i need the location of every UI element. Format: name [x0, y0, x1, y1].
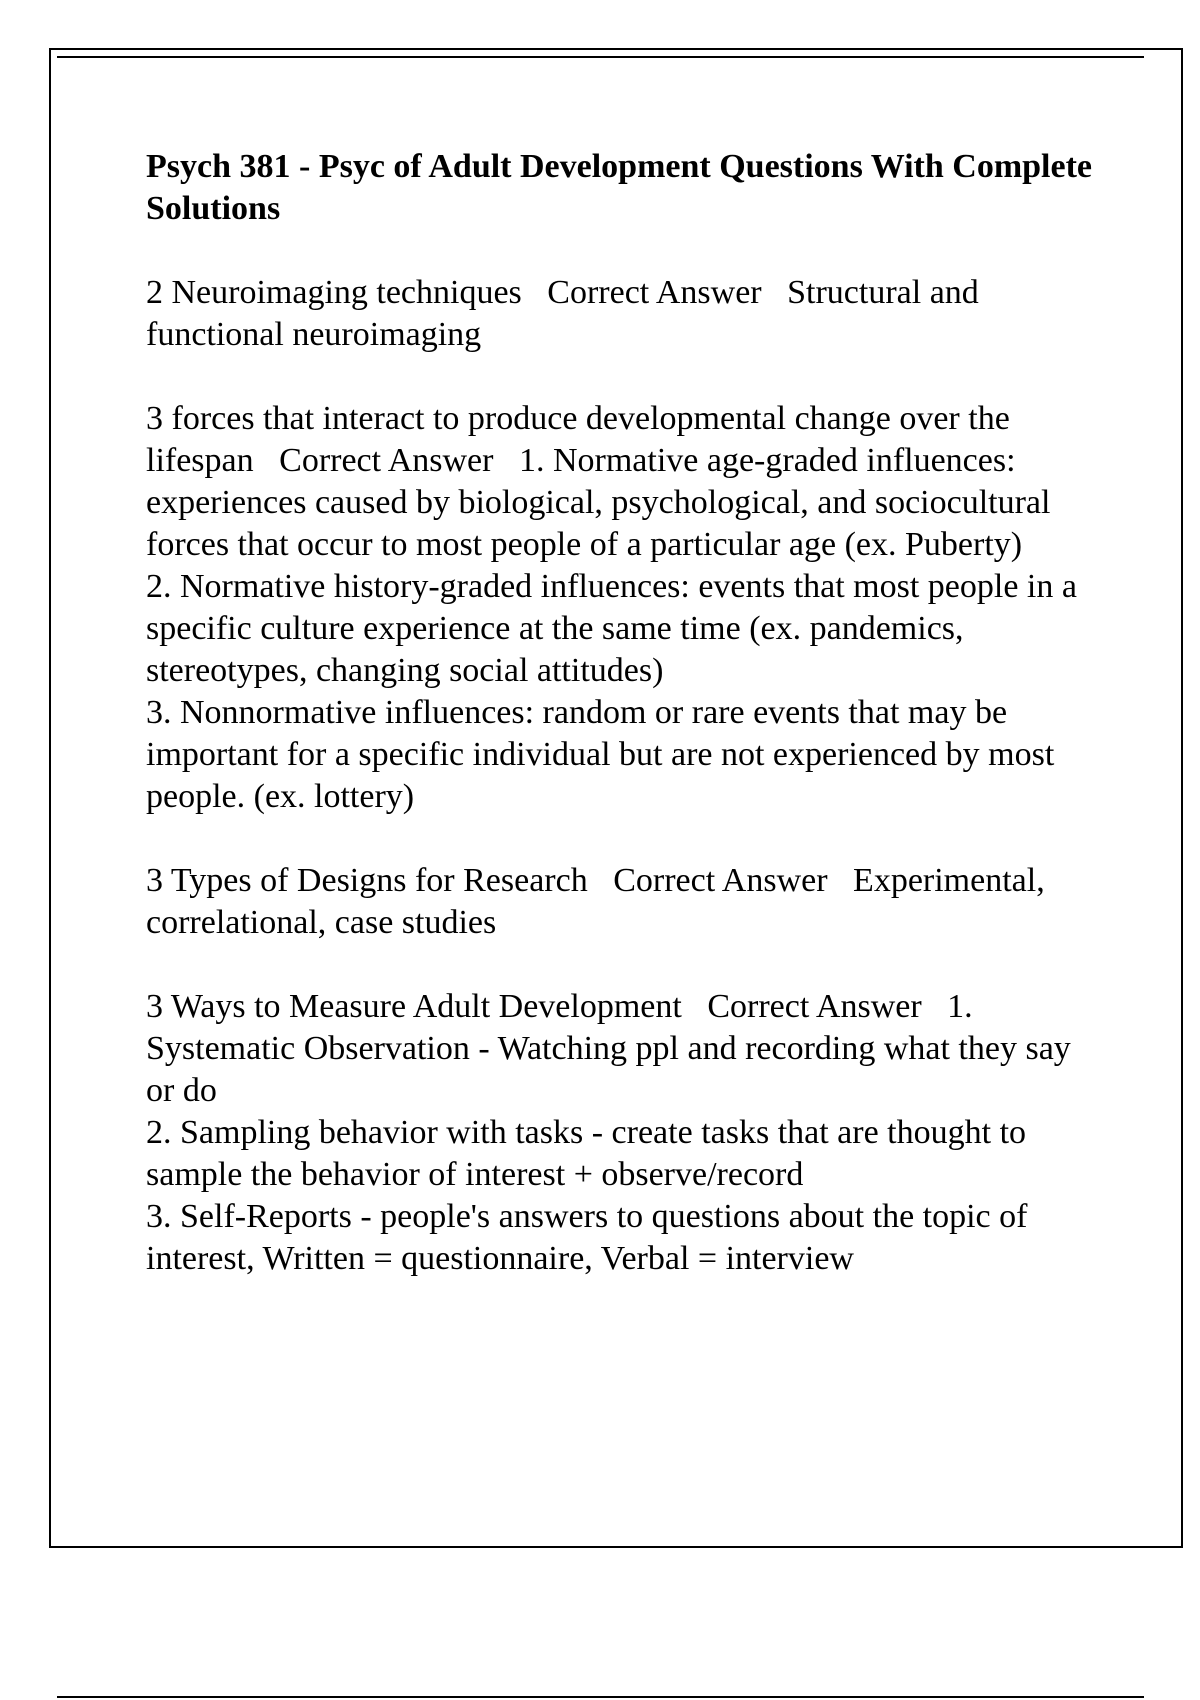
document-title: Psych 381 - Psyc of Adult Development Questions With Complete Solutions: [146, 148, 1093, 227]
correct-answer-label: Correct Answer: [279, 442, 494, 479]
question-text: 3 Types of Designs for Research: [146, 862, 588, 899]
correct-answer-label: Correct Answer: [707, 988, 922, 1025]
document-content: [146, 146, 1106, 1322]
question-text: 3 forces that interact to produce developmental change over the lifespan: [146, 400, 1019, 479]
question-text: 2 Neuroimaging techniques: [146, 274, 522, 311]
qa-item-2: [146, 398, 1106, 818]
answer-text: 3. Nonnormative influences: random or rare events that may be important for a specific individual but are not experienced by most people. (ex. lottery): [146, 694, 1063, 815]
answer-text: 2. Normative history-graded influences: events that most people in a specific culture experience at the same time (ex. pandemics, stereotypes, changing social attitudes): [146, 568, 1086, 689]
qa-item-1: [146, 272, 1106, 356]
answer-text: 2. Sampling behavior with tasks - create tasks that are thought to sample the behavior of interest + observe/record: [146, 1114, 1035, 1193]
answer-text: 1. Normative age-graded influences: experiences caused by biological, psychological, and sociocultural forces that occur to most people of a particular age (ex. Puberty): [146, 442, 1059, 563]
answer-text: Structural and functional neuroimaging: [146, 274, 988, 353]
top-rule: [57, 56, 1144, 58]
qa-item-3: [146, 860, 1106, 944]
qa-item-4: [146, 986, 1106, 1280]
bottom-rule: [57, 1696, 1144, 1698]
answer-text: 1. Systematic Observation - Watching ppl and recording what they say or do: [146, 988, 1080, 1109]
answer-text: 3. Self-Reports - people's answers to questions about the topic of interest, Written = questionnaire, Verbal = interview: [146, 1198, 1036, 1277]
correct-answer-label: Correct Answer: [547, 274, 762, 311]
correct-answer-label: Correct Answer: [613, 862, 828, 899]
question-text: 3 Ways to Measure Adult Development: [146, 988, 682, 1025]
answer-text: Experimental, correlational, case studies: [146, 862, 1054, 941]
